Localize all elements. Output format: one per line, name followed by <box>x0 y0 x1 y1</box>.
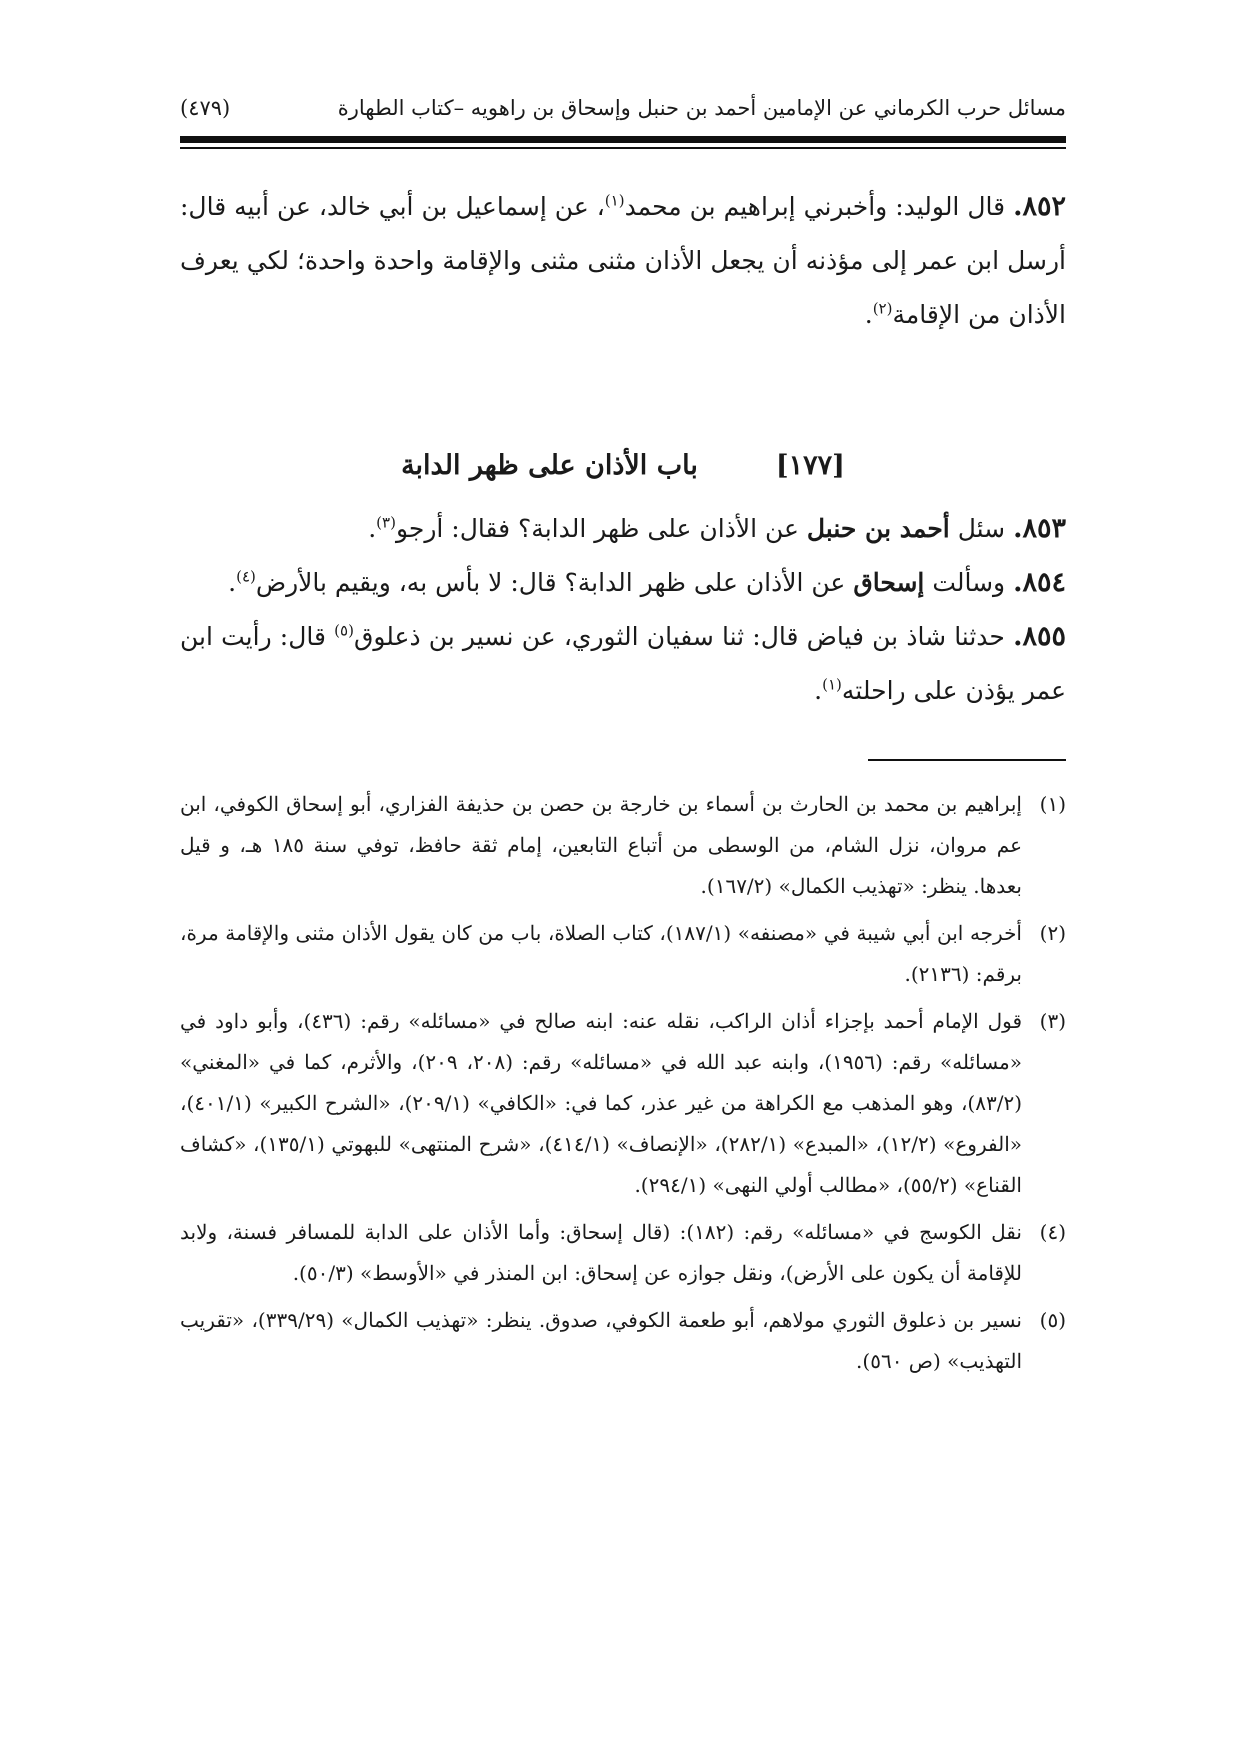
entry-text: عن الأذان على ظهر الدابة؟ فقال: أرجو <box>395 514 799 543</box>
chapter-number: [١٧٧] <box>775 449 845 481</box>
scholar-name: أحمد بن حنبل <box>806 514 950 543</box>
entry-number: ٨٥٢. <box>1013 191 1066 222</box>
footnote-text: نسير بن ذعلوق الثوري مولاهم، أبو طعمة الكوفي، صدوق. ينظر: «تهذيب الكمال» (٣٣٩/٢٩)، «تقريب التهذيب» (ص ٥٦٠). <box>180 1308 1022 1373</box>
footnote-text: إبراهيم بن محمد بن الحارث بن أسماء بن خارجة بن حصن بن حذيفة الفزاري، أبو إسحاق الكوفي، ابن عم مروان، نزل الشام، من الوسطى من أتباع التابعين، إمام ثقة حافظ، توفي سنة ١٨٥ هـ، و قيل بعدها. ينظر: «تهذيب الكمال» (١٦٧/٢). <box>180 792 1022 898</box>
footnote-text: قول الإمام أحمد بإجزاء أذان الراكب، نقله عنه: ابنه صالح في «مسائله» رقم: (٤٣٦)، وأبو داود في «مسائله» رقم: (١٩٥٦)، وابنه عبد الله في «مسائله» رقم: (٢٠٨، ٢٠٩)، والأثرم، كما في «المغني» (٨٣/٢)، وهو المذهب مع الكراهة من غير عذر، كما في: «الكافي» (٢٠٩/١)، «الشرح الكبير» (٤٠١/١)، «الفروع» (١٢/٢)، «المبدع» (٢٨٢/١)، «الإنصاف» (٤١٤/١)، «شرح المنتهى» للبهوتي (١٣٥/١)، «كشاف القناع» (٥٥/٢)، «مطالب أولي النهى» (٢٩٤/١). <box>180 1009 1023 1197</box>
footnote-ref[interactable]: (٤) <box>236 567 256 586</box>
footnote-3 <box>180 1001 1066 1206</box>
footnote-4 <box>180 1212 1066 1294</box>
footnote-text: أخرجه ابن أبي شيبة في «مصنفه» (١٨٧/١)، كتاب الصلاة، باب من كان يقول الأذان مثنى والإقامة مرة، برقم: (٢١٣٦). <box>180 921 1022 986</box>
footnotes <box>180 784 1066 1388</box>
text-body-top <box>180 180 1066 342</box>
entry-text: . <box>228 568 237 597</box>
footnote-5 <box>180 1300 1066 1382</box>
chapter-heading <box>180 440 1066 490</box>
header-title: مسائل حرب الكرماني عن الإمامين أحمد بن حنبل وإسحاق بن راهويه –كتاب الطهارة <box>337 96 1066 120</box>
footnote-number: (٥) <box>1039 1308 1066 1332</box>
entry-854 <box>180 556 1066 610</box>
entry-text: قال الوليد: وأخبرني إبراهيم بن محمد <box>624 192 1006 221</box>
footnote-ref[interactable]: (٢) <box>872 299 893 318</box>
footnote-number: (٤) <box>1039 1220 1066 1244</box>
footnote-ref[interactable]: (٥) <box>334 621 354 640</box>
footnote-separator <box>868 759 1066 761</box>
entry-text: ، عن إسماعيل بن أبي خالد، عن أبيه قال: أرسل ابن عمر إلى مؤذنه أن يجعل الأذان مثنى مثنى والإقامة واحدة واحدة؛ لكي يعرف الأذان من الإقامة <box>180 192 1066 329</box>
footnote-2 <box>180 913 1066 995</box>
footnote-ref[interactable]: (٣) <box>376 513 396 532</box>
header-rule-thin <box>180 147 1066 149</box>
entry-855 <box>180 610 1066 718</box>
chapter-title: باب الأذان على ظهر الدابة <box>401 449 698 481</box>
footnote-number: (١) <box>1039 792 1066 816</box>
footnote-text: نقل الكوسج في «مسائله» رقم: (١٨٢): (قال إسحاق: وأما الأذان على الدابة للمسافر فسنة، ولابد للإقامة أن يكون على الأرض)، ونقل جوازه عن إسحاق: ابن المنذر في «الأوسط» (٥٠/٣). <box>180 1220 1022 1285</box>
page-number: (٤٧٩) <box>180 96 231 120</box>
entry-text: حدثنا شاذ بن فياض قال: ثنا سفيان الثوري، عن نسير بن ذعلوق <box>353 622 1005 651</box>
scholar-name: إسحاق <box>853 568 925 597</box>
entry-853 <box>180 502 1066 556</box>
entry-852 <box>180 180 1066 342</box>
text-body-bottom <box>180 502 1066 718</box>
entry-text: قال: رأيت ابن عمر يؤذن على راحلته <box>180 622 1066 705</box>
entry-text: . <box>368 514 377 543</box>
entry-text: سئل <box>957 514 1006 543</box>
entry-text: وسألت <box>932 568 1006 597</box>
footnote-1 <box>180 784 1066 907</box>
entry-text: عن الأذان على ظهر الدابة؟ قال: لا بأس به، ويقيم بالأرض <box>255 568 846 597</box>
footnote-number: (٢) <box>1039 921 1066 945</box>
header-rule-thick <box>180 136 1066 143</box>
entry-text: . <box>864 300 873 329</box>
running-header <box>180 88 1066 128</box>
footnote-ref[interactable]: (١) <box>822 675 842 694</box>
entry-text: . <box>814 676 823 705</box>
footnote-number: (٣) <box>1039 1009 1066 1033</box>
entry-number: ٨٥٤. <box>1013 567 1066 598</box>
footnote-ref[interactable]: (١) <box>604 191 625 210</box>
entry-number: ٨٥٥. <box>1013 621 1066 652</box>
entry-number: ٨٥٣. <box>1013 513 1066 544</box>
